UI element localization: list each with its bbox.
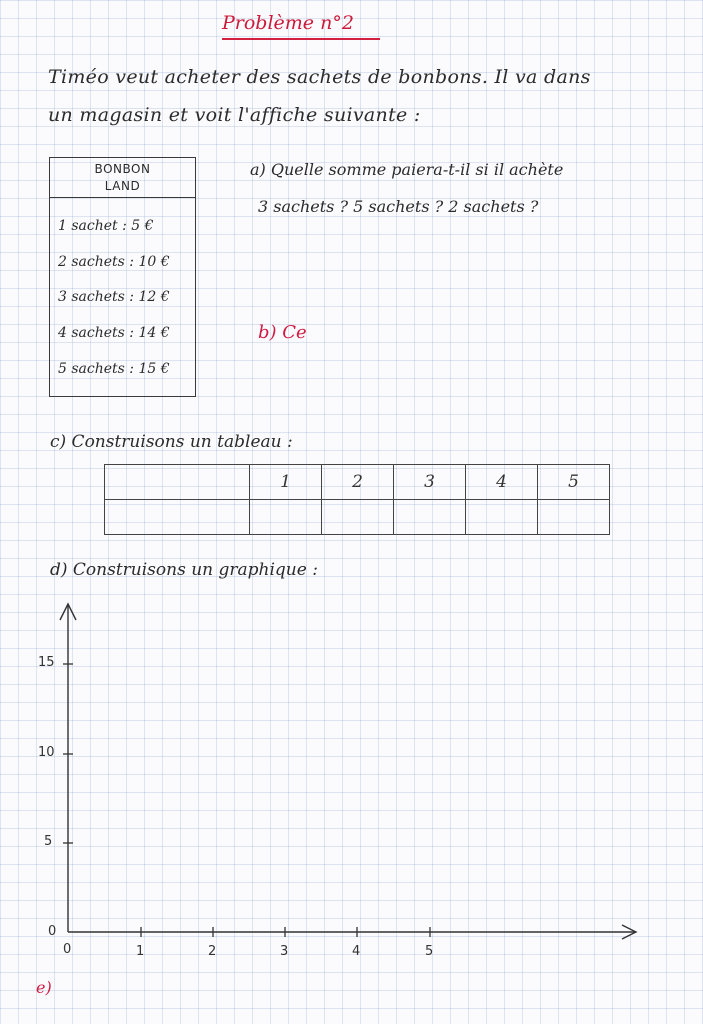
x-tick-label: 4 [352, 944, 361, 959]
y-tick-label: 10 [38, 745, 55, 760]
x-tick-label: 5 [425, 944, 434, 959]
poster-header-line-2: LAND [104, 179, 141, 193]
x-tick-label: 1 [136, 944, 145, 959]
y-tick-label: 5 [44, 834, 53, 849]
question-a-line-1: a) Quelle somme paiera-t-il si il achète [250, 160, 564, 179]
poster-row: 3 sachets : 12 € [58, 289, 170, 305]
page-title: Problème n°2 [222, 12, 354, 34]
x-tick-label: 0 [63, 942, 72, 957]
question-a-line-2: 3 sachets ? 5 sachets ? 2 sachets ? [258, 197, 539, 216]
poster-row: 1 sachet : 5 € [58, 218, 154, 234]
table-cell[interactable]: 2 [322, 465, 394, 500]
table-cell[interactable]: 5 [538, 465, 610, 500]
y-tick-label: 15 [38, 655, 55, 670]
question-b: b) Ce [258, 322, 307, 343]
table-cell[interactable]: 4 [466, 465, 538, 500]
table-cell[interactable]: 1 [250, 465, 322, 500]
poster-row: 5 sachets : 15 € [58, 361, 170, 377]
poster-row: 2 sachets : 10 € [58, 254, 170, 270]
question-e: e) [36, 978, 52, 997]
poster-row: 4 sachets : 14 € [58, 325, 170, 341]
table-cell[interactable]: 3 [394, 465, 466, 500]
question-c: c) Construisons un tableau : [50, 432, 293, 452]
question-d: d) Construisons un graphique : [50, 560, 318, 580]
poster-header-line-1: BONBON [94, 162, 151, 176]
x-tick-label: 3 [280, 944, 289, 959]
intro-line-1: Timéo veut acheter des sachets de bonbons. Il va dans [48, 66, 591, 88]
intro-line-2: un magasin et voit l'affiche suivante : [48, 104, 421, 126]
x-tick-label: 2 [208, 944, 217, 959]
y-tick-label: 0 [48, 924, 57, 939]
